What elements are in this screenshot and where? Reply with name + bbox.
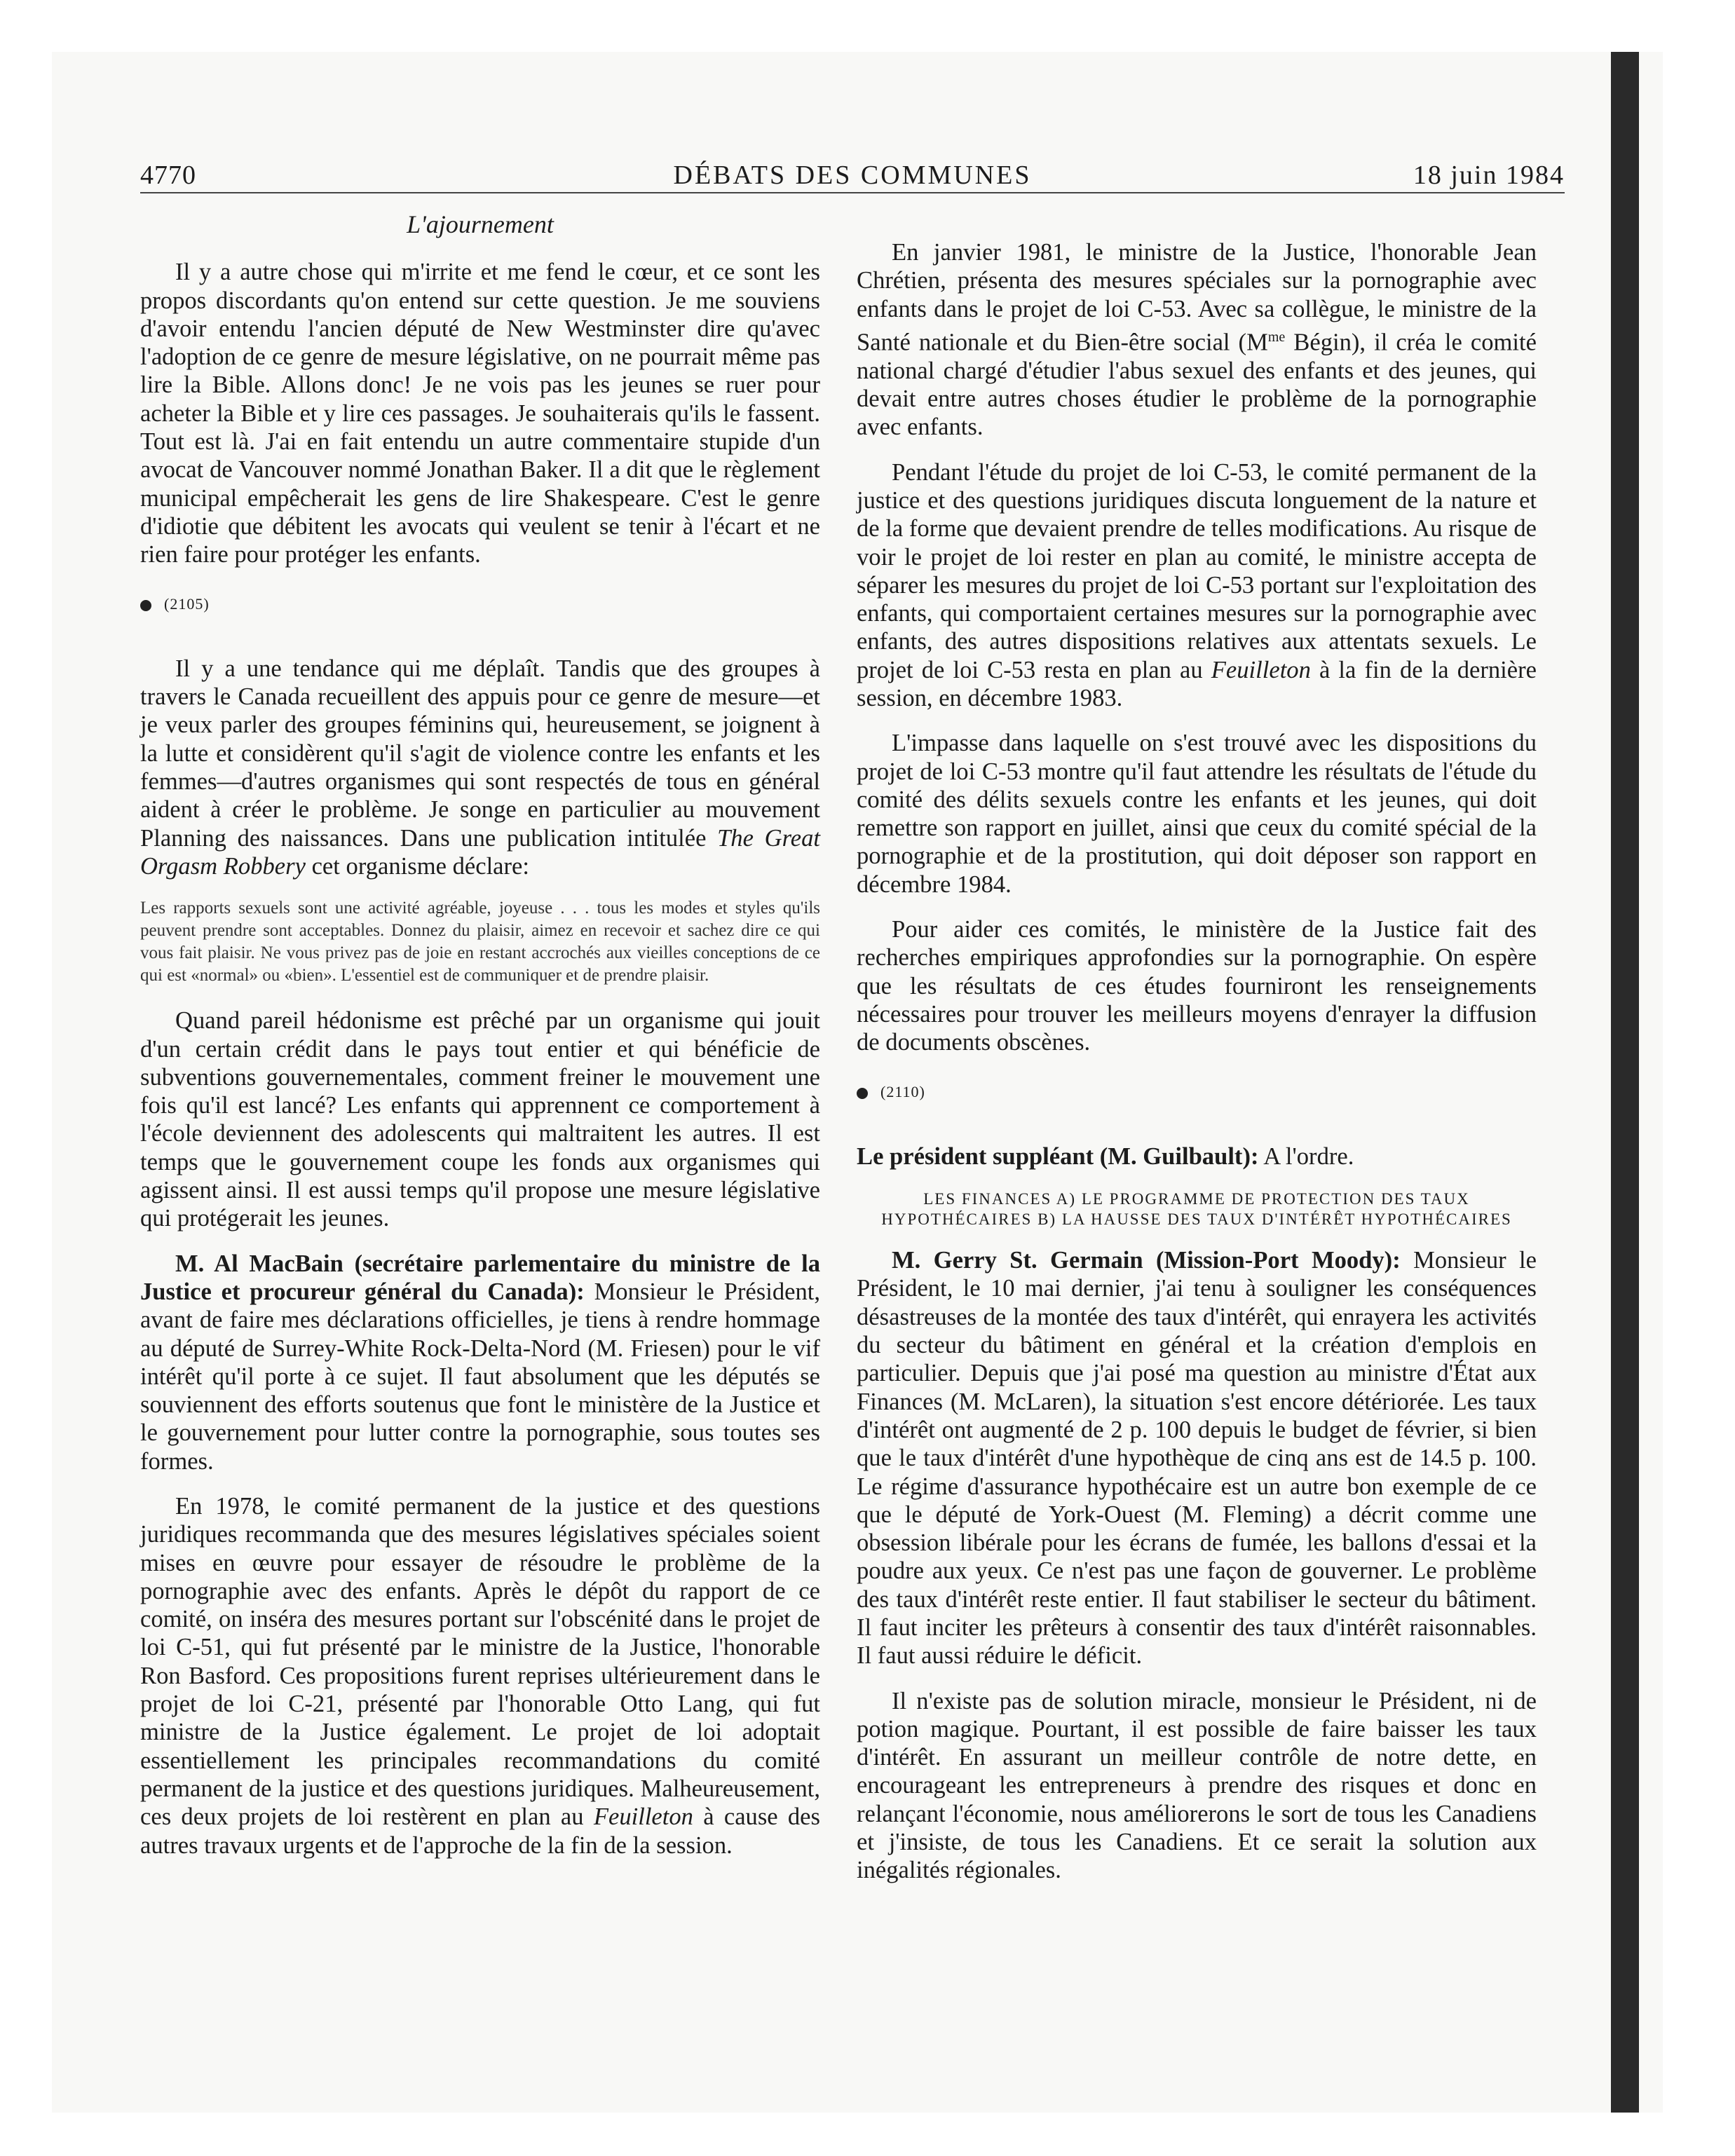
bullet-dot-icon	[140, 600, 151, 611]
feuilleton-italic: Feuilleton	[1211, 656, 1311, 683]
paragraph-text: A l'ordre.	[1258, 1142, 1354, 1170]
paragraph	[857, 1246, 1537, 1670]
time-stamp: (2105)	[164, 594, 210, 613]
time-marker	[140, 590, 820, 618]
bullet-dot-icon	[857, 1088, 868, 1099]
paragraph: L'impasse dans laquelle on s'est trouvé avec les dispositions du projet de loi C-53 montre qu'il faut attendre les résultats de l'étude du comité des délits sexuels contre les enfants et les jeunes, qui doit remettre son rapport en juillet, ainsi que ceux du comité spécial de la pornographie et de la prostitution, qui doit déposer son rapport en décembre 1984.	[857, 730, 1537, 898]
paragraph	[857, 1142, 1537, 1171]
paragraph-text: Bégin), il créa le comité national chargé d'étudier l'abus sexuel des enfants et des jeunes, qui devait entre autres choses étudier le problème de la pornographie avec enfants.	[857, 329, 1537, 441]
paragraph-text: Monsieur le Président, avant de faire mes déclarations officielles, je tiens à rendre hommage au député de Surrey-White Rock-Delta-Nord (M. Friesen) pour le vif intérêt qu'il porte à ce sujet. Il faut absolument que les députés se souviennent des efforts soutenus que font le ministère de la Justice et le gouvernement pour lutter contre la pornographie, sous toutes ses formes.	[140, 1278, 820, 1475]
block-quote: Les rapports sexuels sont une activité agréable, joyeuse . . . tous les modes et styles qu'ils peuvent prendre sont acceptables. Donnez du plaisir, aimez en recevoir et sachez dire ce qui vous fait plaisir. Ne vous privez pas de joie en restant accrochés aux vieilles conceptions de ce qui est «normal» ou «bien». L'essentiel est de communiquer et de prendre plaisir.	[140, 899, 820, 985]
publication-title-italic: The Great Orgasm Robbery	[140, 824, 820, 880]
paragraph-text: En janvier 1981, le ministre de la Justice, l'honorable Jean Chrétien, présenta des mesures spéciales sur la pornographie avec enfants dans le projet de loi C-53. Avec sa collègue, le ministre de la Santé nationale et du Bien-être social (M	[857, 239, 1537, 356]
paragraph	[140, 1250, 820, 1475]
speaker-name: M. Al MacBain (secrétaire parlementaire du ministre de la Justice et procureur général du Canada):	[140, 1250, 820, 1305]
speaker-name: Le président suppléant (M. Guilbault):	[857, 1142, 1259, 1170]
paragraph-text: cet organisme déclare:	[305, 852, 529, 880]
paragraph: Il y a autre chose qui m'irrite et me fend le cœur, et ce sont les propos discordants qu'on entend sur cette question. Je me souviens d'avoir entendu l'ancien député de New Westminster dire qu'avec l'adoption de ce genre de mesure législative, on ne pourrait même pas lire la Bible. Allons donc! Je ne vois pas les jeunes se ruer pour acheter la Bible et y lire ces passages. Je souhaiterais qu'ils le fassent. Tout est là. J'ai en fait entendu un autre commentaire stupide d'un avocat de Vancouver nommé Jonathan Baker. Il a dit que le règlement municipal empêcherait les gens de lire Shakespeare. C'est le genre d'idiotie que débitent les avocats qui veulent se tenir à l'écart et ne rien faire pour protéger les enfants.	[140, 259, 820, 568]
paragraph-text: Il y a une tendance qui me déplaît. Tandis que des groupes à travers le Canada recueillent des appuis pour ce genre de mesure—et je veux parler des groupes féminins qui, heureusement, se joignent à la lutte et considèrent qu'il s'agit de violence contre les enfants et les femmes—d'autres organismes qui sont respectés de tous en général aident à créer le problème. Je songe en particulier au mouvement Planning des naissances. Dans une publication intitulée	[140, 655, 820, 852]
paragraph	[140, 655, 820, 880]
speaker-name: M. Gerry St. Germain (Mission-Port Moody):	[892, 1247, 1401, 1274]
section-subhead: L'ajournement	[407, 210, 554, 238]
time-stamp: (2110)	[880, 1082, 925, 1100]
scan-edge-bar	[1611, 52, 1639, 2113]
time-marker	[857, 1078, 1537, 1106]
paragraph	[857, 238, 1537, 442]
section-heading: LES FINANCES A) LE PROGRAMME DE PROTECTION DES TAUX HYPOTHÉCAIRES B) LA HAUSSE DES TAUX D'INTÉRÊT HYPOTHÉCAIRES	[881, 1190, 1512, 1229]
page-date: 18 juin 1984	[1413, 161, 1565, 190]
feuilleton-italic: Feuilleton	[593, 1803, 693, 1831]
left-column	[140, 205, 820, 1876]
paragraph	[857, 458, 1537, 713]
page-header	[140, 157, 1565, 193]
paragraph-text: Monsieur le Président, le 10 mai dernier, j'ai tenu à souligner les conséquences désastreuses de la montée des taux d'intérêt, qui enrayera les activités du secteur du bâtiment en général et la création d'emplois en particulier. Depuis que j'ai posé ma question au ministre d'État aux Finances (M. McLaren), la situation s'est encore détériorée. Les taux d'intérêt ont augmenté de 2 p. 100 depuis le budget de février, si bien que le taux d'intérêt d'une hypothèque de cinq ans est de 14.5 p. 100. Le régime d'assurance hypothécaire est un autre bon exemple de ce que le député de York-Ouest (M. Fleming) a décrit comme une obsession libérale pour les écrans de fumée, les ballons d'essai et la poudre aux yeux. Ce n'est pas une façon de gouverner. Le problème des taux d'intérêt reste entier. Il faut stabiliser le secteur du bâtiment. Il faut inciter les prêteurs à consentir des taux d'intérêt raisonnables. Il faut aussi réduire le déficit.	[857, 1247, 1537, 1670]
right-column	[857, 238, 1537, 1902]
paragraph	[140, 1492, 820, 1860]
publication-title: DÉBATS DES COMMUNES	[673, 161, 1032, 190]
paragraph-text: à la fin de la dernière session, en décembre 1983.	[857, 656, 1537, 711]
paragraph: Quand pareil hédonisme est prêché par un organisme qui jouit d'un certain crédit dans le pays tout entier et qui bénéficie de subventions gouvernementales, comment freiner le mouvement une fois qu'il est lancé? Les enfants qui apprennent ce comportement à l'école deviennent des adolescents qui maltraitent les autres. Il est temps que le gouvernement coupe les fonds aux organismes qui agissent ainsi. Il est aussi temps qu'il propose une mesure législative qui protégerait les jeunes.	[140, 1007, 820, 1232]
paragraph: Il n'existe pas de solution miracle, monsieur le Président, ni de potion magique. Pourtant, il est possible de faire baisser les taux d'intérêt. En assurant un meilleur contrôle de notre dette, en encourageant les entrepreneurs à prendre des risques et donc en relançant l'économie, nous améliorerons le sort de tous les Canadiens et j'insiste, de tous les Canadiens. Et ce serait la solution aux inégalités régionales.	[857, 1687, 1537, 1884]
page-number: 4770	[140, 161, 196, 190]
paragraph: Pour aider ces comités, le ministère de la Justice fait des recherches empiriques approfondies sur la pornographie. On espère que les résultats de ces études fourniront les renseignements nécessaires pour trouver les meilleurs moyens d'enrayer la diffusion de documents obscènes.	[857, 916, 1537, 1056]
superscript: me	[1267, 329, 1286, 345]
paragraph-text: à cause des autres travaux urgents et de l'approche de la fin de la session.	[140, 1803, 820, 1859]
paragraph-text: Pendant l'étude du projet de loi C-53, le comité permanent de la justice et des questions juridiques discuta longuement de la nature et de la forme que devaient prendre de telles modifications. Au risque de voir le projet de loi rester en plan au comité, le ministre accepta de séparer les mesures du projet de loi C-53 portant sur l'exploitation des enfants, qui comportaient certaines mesures sur la pornographie avec enfants, des autres dispositions relatives aux attentats sexuels. Le projet de loi C-53 resta en plan au	[857, 458, 1537, 683]
paragraph-text: En 1978, le comité permanent de la justice et des questions juridiques recommanda que des mesures législatives spéciales soient mises en œuvre pour essayer de résoudre le problème de la pornographie avec des enfants. Après le dépôt du rapport de ce comité, on inséra des mesures portant sur l'obscénité dans le projet de loi C-51, qui fut présenté par le ministre de la Justice, l'honorable Ron Basford. Ces propositions furent reprises ultérieurement dans le projet de loi C-21, présenté par l'honorable Otto Lang, qui fut ministre de la Justice également. Le projet de loi adoptait essentiellement les principales recommandations du comité permanent de la justice et des questions juridiques. Malheureusement, ces deux projets de loi restèrent en plan au	[140, 1492, 820, 1831]
